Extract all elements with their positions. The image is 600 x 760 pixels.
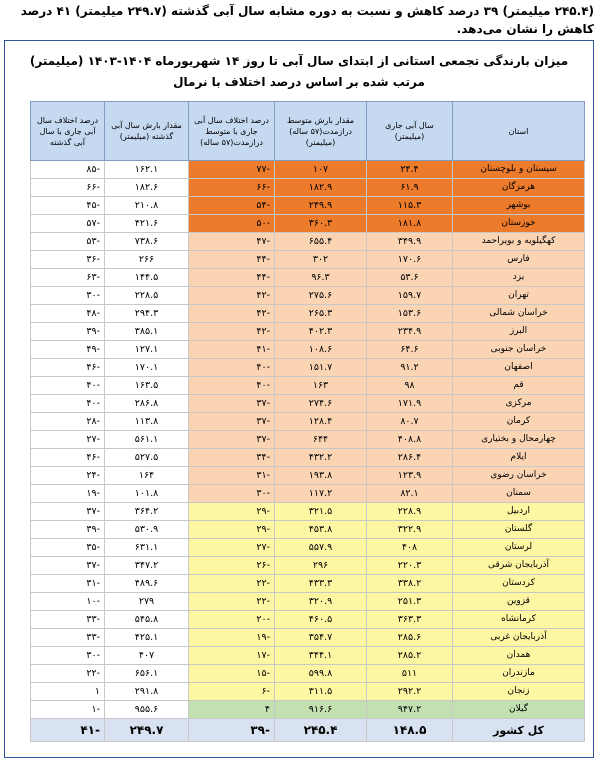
diff-last-cell: -۴۰ [31, 395, 105, 413]
header-diff-last-year: درصد اختلاف سال آبی جاری با سال آبی گذشته [31, 102, 105, 161]
total-last-year-cell: ۲۴۹.۷ [105, 719, 189, 742]
table-row [31, 395, 585, 413]
diff-normal-cell: -۱۵ [189, 665, 275, 683]
diff-normal-cell: -۶ [189, 683, 275, 701]
diff-last-cell: -۳۱ [31, 575, 105, 593]
total-normal-cell: ۲۴۵.۴ [275, 719, 367, 742]
normal-cell: ۱۰۷ [275, 161, 367, 179]
normal-cell: ۱۲۸.۴ [275, 413, 367, 431]
current-cell: ۲۸۵.۶ [367, 629, 453, 647]
normal-cell: ۱۸۲.۹ [275, 179, 367, 197]
diff-normal-cell: -۴۷ [189, 233, 275, 251]
diff-last-cell: -۳۹ [31, 521, 105, 539]
last-year-cell: ۳۶۴.۲ [105, 503, 189, 521]
table-row [31, 449, 585, 467]
diff-last-cell: -۶۳ [31, 269, 105, 287]
province-cell: کهگیلویه و بویراحمد [453, 233, 585, 251]
province-cell: قم [453, 377, 585, 395]
diff-normal-cell: -۵۰ [189, 215, 275, 233]
diff-last-cell: ۱ [31, 683, 105, 701]
table-row [31, 611, 585, 629]
diff-last-cell: -۳۳ [31, 611, 105, 629]
normal-cell: ۵۵۷.۹ [275, 539, 367, 557]
table-row [31, 359, 585, 377]
diff-last-cell: -۴۰ [31, 377, 105, 395]
current-cell: ۲۸۶.۴ [367, 449, 453, 467]
province-cell: اصفهان [453, 359, 585, 377]
table-row [31, 413, 585, 431]
current-cell: ۵۳.۶ [367, 269, 453, 287]
last-year-cell: ۱۷۰.۱ [105, 359, 189, 377]
last-year-cell: ۶۵۶.۱ [105, 665, 189, 683]
table-row [31, 161, 585, 179]
diff-last-cell: -۳۳ [31, 629, 105, 647]
last-year-cell: ۱۸۲.۶ [105, 179, 189, 197]
province-cell: اردبیل [453, 503, 585, 521]
normal-cell: ۳۵۴.۷ [275, 629, 367, 647]
diff-last-cell: -۳۰ [31, 287, 105, 305]
last-year-cell: ۲۷۹ [105, 593, 189, 611]
last-year-cell: ۷۳۸.۶ [105, 233, 189, 251]
diff-last-cell: -۳۰ [31, 647, 105, 665]
table-row [31, 521, 585, 539]
normal-cell: ۱۶۳ [275, 377, 367, 395]
diff-normal-cell: -۳۷ [189, 413, 275, 431]
current-cell: ۲۳۴.۹ [367, 323, 453, 341]
last-year-cell: ۱۱۳.۸ [105, 413, 189, 431]
province-cell: زنجان [453, 683, 585, 701]
province-cell: البرز [453, 323, 585, 341]
last-year-cell: ۵۶۱.۱ [105, 431, 189, 449]
last-year-cell: ۶۳۱.۱ [105, 539, 189, 557]
current-cell: ۳۲۲.۹ [367, 521, 453, 539]
province-cell: تهران [453, 287, 585, 305]
current-cell: ۲۸۵.۲ [367, 647, 453, 665]
table-row [31, 575, 585, 593]
province-cell: مرکزی [453, 395, 585, 413]
last-year-cell: ۳۸۵.۱ [105, 323, 189, 341]
diff-last-cell: -۳۷ [31, 557, 105, 575]
last-year-cell: ۴۲۵.۱ [105, 629, 189, 647]
normal-cell: ۹۱۶.۶ [275, 701, 367, 719]
table-row [31, 233, 585, 251]
report-title: میزان بارندگی تجمعی استانی از ابتدای سال آبی تا روز ۱۴ شهریورماه ۱۴۰۴-۱۴۰۳ (میلیمتر) [29, 54, 569, 68]
diff-normal-cell: -۲۹ [189, 503, 275, 521]
diff-last-cell: -۴۶ [31, 359, 105, 377]
normal-cell: ۱۱۷.۲ [275, 485, 367, 503]
table-row [31, 269, 585, 287]
normal-cell: ۲۴۹.۹ [275, 197, 367, 215]
province-cell: آذربایجان شرقی [453, 557, 585, 575]
province-cell: همدان [453, 647, 585, 665]
diff-normal-cell: -۳۴ [189, 449, 275, 467]
diff-normal-cell: -۳۷ [189, 395, 275, 413]
current-cell: ۱۲۳.۹ [367, 467, 453, 485]
current-cell: ۲۲۸.۹ [367, 503, 453, 521]
current-cell: ۳۳۸.۲ [367, 575, 453, 593]
total-diff-last-cell: -۴۱ [31, 719, 105, 742]
last-year-cell: ۴۰۷ [105, 647, 189, 665]
diff-normal-cell: -۳۱ [189, 467, 275, 485]
diff-last-cell: -۵۷ [31, 215, 105, 233]
diff-normal-cell: -۲۶ [189, 557, 275, 575]
current-cell: ۸۲.۱ [367, 485, 453, 503]
diff-last-cell: -۲۸ [31, 413, 105, 431]
table-row [31, 539, 585, 557]
last-year-cell: ۹۵۵.۶ [105, 701, 189, 719]
report-subtitle: مرتب شده بر اساس درصد اختلاف با نرمال [173, 75, 425, 89]
diff-normal-cell: -۴۰ [189, 377, 275, 395]
diff-normal-cell: -۴۲ [189, 305, 275, 323]
header-current-year: سال آبی جاری (میلیمتر) [367, 102, 453, 161]
last-year-cell: ۴۲۱.۶ [105, 215, 189, 233]
normal-cell: ۶۴۴ [275, 431, 367, 449]
province-cell: چهارمحال و بختیاری [453, 431, 585, 449]
current-cell: ۸۰.۷ [367, 413, 453, 431]
normal-cell: ۶۵۵.۴ [275, 233, 367, 251]
province-cell: خراسان جنوبی [453, 341, 585, 359]
province-cell: گیلان [453, 701, 585, 719]
current-cell: ۳۴۹.۹ [367, 233, 453, 251]
diff-last-cell: -۳۵ [31, 539, 105, 557]
diff-normal-cell: -۲۰ [189, 611, 275, 629]
diff-normal-cell: -۴۴ [189, 269, 275, 287]
table-row [31, 215, 585, 233]
last-year-cell: ۱۴۴.۵ [105, 269, 189, 287]
province-cell: ایلام [453, 449, 585, 467]
table-row [31, 323, 585, 341]
current-cell: ۱۷۰.۶ [367, 251, 453, 269]
province-cell: لرستان [453, 539, 585, 557]
normal-cell: ۵۹۹.۸ [275, 665, 367, 683]
table-row [31, 485, 585, 503]
diff-normal-cell: -۱۹ [189, 629, 275, 647]
diff-normal-cell: -۲۷ [189, 539, 275, 557]
province-cell: هرمزگان [453, 179, 585, 197]
normal-cell: ۴۰۲.۳ [275, 323, 367, 341]
table-row [31, 593, 585, 611]
total-province-cell: کل کشور [453, 719, 585, 742]
diff-last-cell: -۴۵ [31, 197, 105, 215]
table-row [31, 665, 585, 683]
normal-cell: ۴۶۰.۵ [275, 611, 367, 629]
diff-normal-cell: ۴ [189, 701, 275, 719]
diff-last-cell: -۸۵ [31, 161, 105, 179]
current-cell: ۱۵۹.۷ [367, 287, 453, 305]
normal-cell: ۱۵۱.۷ [275, 359, 367, 377]
table-row [31, 503, 585, 521]
last-year-cell: ۲۶۶ [105, 251, 189, 269]
province-cell: کردستان [453, 575, 585, 593]
last-year-cell: ۲۹۴.۳ [105, 305, 189, 323]
table-row [31, 557, 585, 575]
diff-normal-cell: -۴۲ [189, 287, 275, 305]
province-cell: یزد [453, 269, 585, 287]
province-cell: سیستان و بلوچستان [453, 161, 585, 179]
normal-cell: ۲۹۶ [275, 557, 367, 575]
table-row [31, 305, 585, 323]
header-diff-normal: درصد اختلاف سال آبی جاری با متوسط درازمدت(۵۷ ساله) [189, 102, 275, 161]
diff-last-cell: -۶۶ [31, 179, 105, 197]
diff-normal-cell: -۴۰ [189, 359, 275, 377]
current-cell: ۲۵۱.۳ [367, 593, 453, 611]
diff-last-cell: -۲۲ [31, 665, 105, 683]
last-year-cell: ۲۹۱.۸ [105, 683, 189, 701]
current-cell: ۳۶۳.۳ [367, 611, 453, 629]
table-row [31, 377, 585, 395]
table-header-row [31, 102, 585, 161]
diff-normal-cell: -۵۴ [189, 197, 275, 215]
last-year-cell: ۵۲۷.۵ [105, 449, 189, 467]
diff-normal-cell: -۳۰ [189, 485, 275, 503]
diff-last-cell: -۳۶ [31, 251, 105, 269]
current-cell: ۲۲۰.۳ [367, 557, 453, 575]
total-current-cell: ۱۴۸.۵ [367, 719, 453, 742]
table-row [31, 467, 585, 485]
current-cell: ۶۴.۶ [367, 341, 453, 359]
last-year-cell: ۲۱۰.۸ [105, 197, 189, 215]
province-cell: کرمان [453, 413, 585, 431]
header-last-year: مقدار بارش سال آبی گذشته (میلیمتر) [105, 102, 189, 161]
province-cell: آذربایجان غربی [453, 629, 585, 647]
diff-last-cell: -۳۹ [31, 323, 105, 341]
diff-normal-cell: -۳۷ [189, 431, 275, 449]
normal-cell: ۳۴۴.۱ [275, 647, 367, 665]
intro-text: (۲۴۵.۴ میلیمتر) ۳۹ درصد کاهش و نسبت به دوره مشابه سال آبی گذشته (۲۴۹.۷ میلیمتر) ۴۱ درصد کاهش را نشان می‌دهد. [20, 4, 594, 36]
last-year-cell: ۵۴۵.۸ [105, 611, 189, 629]
table-row [31, 701, 585, 719]
current-cell: ۱۸۱.۸ [367, 215, 453, 233]
current-cell: ۶۱.۹ [367, 179, 453, 197]
diff-last-cell: -۴۹ [31, 341, 105, 359]
diff-normal-cell: -۴۱ [189, 341, 275, 359]
total-row [31, 719, 585, 742]
total-diff-normal-cell: -۳۹ [189, 719, 275, 742]
last-year-cell: ۲۸۶.۸ [105, 395, 189, 413]
diff-last-cell: -۱۹ [31, 485, 105, 503]
normal-cell: ۳۲۱.۵ [275, 503, 367, 521]
diff-last-cell: -۱ [31, 701, 105, 719]
normal-cell: ۳۰۲ [275, 251, 367, 269]
table-row [31, 341, 585, 359]
last-year-cell: ۳۴۷.۲ [105, 557, 189, 575]
normal-cell: ۳۶۰.۳ [275, 215, 367, 233]
province-cell: قزوین [453, 593, 585, 611]
diff-normal-cell: -۴۲ [189, 323, 275, 341]
province-cell: سمنان [453, 485, 585, 503]
province-cell: فارس [453, 251, 585, 269]
province-cell: مازندران [453, 665, 585, 683]
normal-cell: ۲۷۵.۶ [275, 287, 367, 305]
current-cell: ۴۰۸ [367, 539, 453, 557]
last-year-cell: ۱۰۱.۸ [105, 485, 189, 503]
last-year-cell: ۱۶۴ [105, 467, 189, 485]
normal-cell: ۲۶۵.۳ [275, 305, 367, 323]
table-row [31, 251, 585, 269]
diff-normal-cell: -۷۷ [189, 161, 275, 179]
diff-last-cell: -۲۴ [31, 467, 105, 485]
current-cell: ۱۱۵.۳ [367, 197, 453, 215]
diff-normal-cell: -۶۶ [189, 179, 275, 197]
header-province: استان [453, 102, 585, 161]
current-cell: ۹۴۷.۲ [367, 701, 453, 719]
rainfall-table [30, 101, 585, 742]
last-year-cell: ۲۲۸.۵ [105, 287, 189, 305]
last-year-cell: ۵۳۰.۹ [105, 521, 189, 539]
table-row [31, 179, 585, 197]
normal-cell: ۴۵۳.۸ [275, 521, 367, 539]
table-row [31, 431, 585, 449]
current-cell: ۱۵۳.۶ [367, 305, 453, 323]
rainfall-report-panel [4, 40, 594, 758]
normal-cell: ۳۱۱.۵ [275, 683, 367, 701]
last-year-cell: ۱۶۲.۱ [105, 161, 189, 179]
current-cell: ۲۴.۴ [367, 161, 453, 179]
diff-last-cell: -۴۸ [31, 305, 105, 323]
normal-cell: ۱۰۸.۶ [275, 341, 367, 359]
diff-last-cell: -۲۷ [31, 431, 105, 449]
normal-cell: ۴۳۳.۳ [275, 575, 367, 593]
normal-cell: ۲۷۴.۶ [275, 395, 367, 413]
province-cell: خراسان شمالی [453, 305, 585, 323]
header-long-term-normal: مقدار بارش متوسط درازمدت(۵۷ ساله) (میلیمتر) [275, 102, 367, 161]
diff-normal-cell: -۲۹ [189, 521, 275, 539]
diff-normal-cell: -۱۷ [189, 647, 275, 665]
current-cell: ۹۱.۲ [367, 359, 453, 377]
table-row [31, 683, 585, 701]
current-cell: ۱۷۱.۹ [367, 395, 453, 413]
last-year-cell: ۴۸۹.۶ [105, 575, 189, 593]
diff-last-cell: -۱۰ [31, 593, 105, 611]
last-year-cell: ۱۲۷.۱ [105, 341, 189, 359]
diff-last-cell: -۵۳ [31, 233, 105, 251]
province-cell: خوزستان [453, 215, 585, 233]
normal-cell: ۹۶.۳ [275, 269, 367, 287]
current-cell: ۴۰۸.۸ [367, 431, 453, 449]
diff-normal-cell: -۴۴ [189, 251, 275, 269]
table-row [31, 629, 585, 647]
normal-cell: ۱۹۳.۸ [275, 467, 367, 485]
table-row [31, 647, 585, 665]
province-cell: گلستان [453, 521, 585, 539]
province-cell: کرمانشاه [453, 611, 585, 629]
table-row [31, 287, 585, 305]
last-year-cell: ۱۶۳.۵ [105, 377, 189, 395]
current-cell: ۲۹۲.۲ [367, 683, 453, 701]
normal-cell: ۴۳۲.۲ [275, 449, 367, 467]
normal-cell: ۳۲۰.۹ [275, 593, 367, 611]
province-cell: بوشهر [453, 197, 585, 215]
diff-normal-cell: -۲۲ [189, 593, 275, 611]
diff-normal-cell: -۲۲ [189, 575, 275, 593]
current-cell: ۵۱۱ [367, 665, 453, 683]
current-cell: ۹۸ [367, 377, 453, 395]
diff-last-cell: -۳۷ [31, 503, 105, 521]
table-row [31, 197, 585, 215]
province-cell: خراسان رضوی [453, 467, 585, 485]
diff-last-cell: -۴۶ [31, 449, 105, 467]
